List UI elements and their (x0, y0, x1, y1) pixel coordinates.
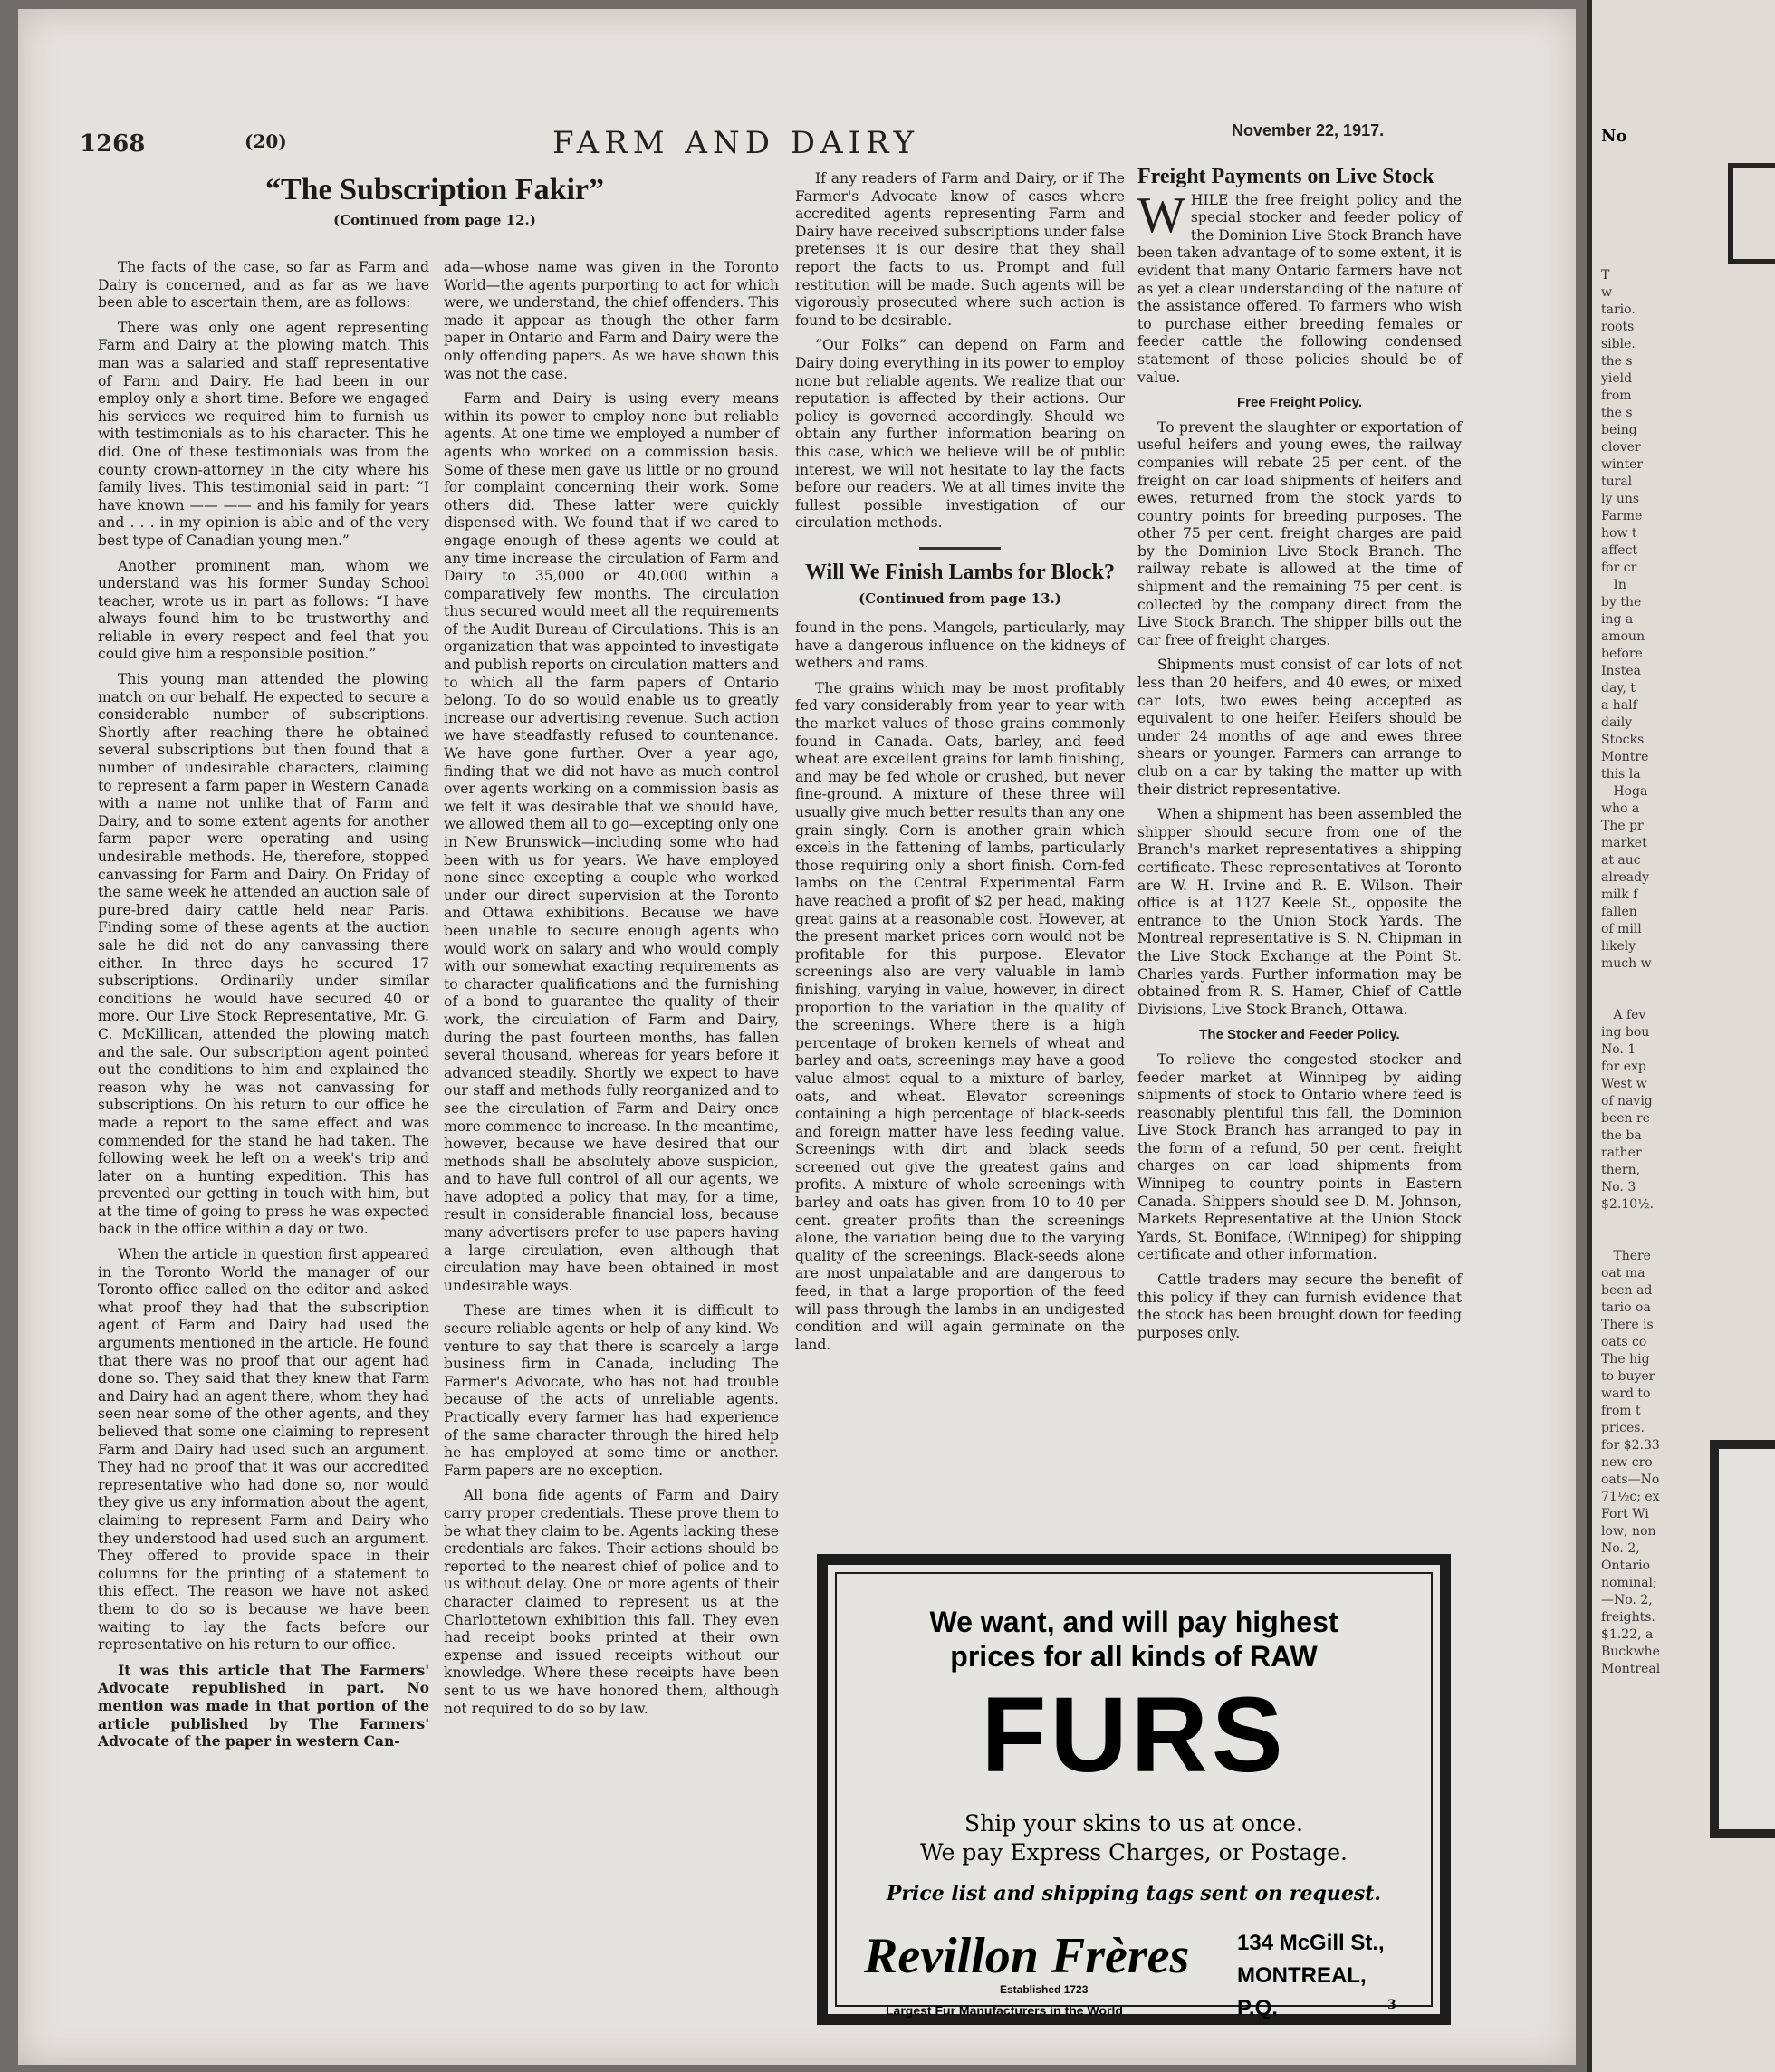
adjacent-ad-frame (1710, 1440, 1775, 1838)
adjacent-header: No (1601, 127, 1627, 146)
paragraph: Shipments must consist of car lots of not less than 20 heifers, and 40 ewes, or mixed car lots, two ewes being accepted as equivalent to one heifer. Heifers should be under 24 months of age and ewes three shears or younger. Farmers can arrange to club on a car by taking the matter up with their district representative. (1137, 657, 1462, 798)
lambs-article-title: Will We Finish Lambs for Block? (804, 560, 1116, 584)
paragraph: This young man attended the plowing match on our behalf. He expected to secure a considerable number of subscriptions. Shortly after reaching there he obtained several subscriptions but then found that a number of undesirable characters, claiming to represent a farm paper in Western Canada with a name not unlike that of Farm and Dairy, and to some extent agents for another farm paper were operating and using undesirable methods. He, therefore, stopped canvassing for Farm and Dairy. On Friday of the same week he attended an auction sale of pure-bred dairy cattle held near Paris. Finding some of these agents at the auction sale he did not do any canvassing there either. In three days he secured 17 subscriptions. Ordinarily under similar conditions he would have secured 40 or more. Our Live Stock Representative, Mr. G. C. McKillican, attended the plowing match and the sale. Our subscription agent pointed out the conditions to him and explained the reason why he was not canvassing for subscriptions. On his return to our office he made a report to the same effect and was commended for the stand he had taken. The following week he left on a week's trip and later on a hunting expedition. This has prevented our getting in touch with him, but at the time of going to press he was expected back in the office within a day or two. (98, 671, 429, 1238)
paragraph: The facts of the case, so far as Farm and Dairy is concerned, and as far as we have been able to ascertain them, are as follows: (98, 259, 429, 312)
page-header (18, 121, 1576, 161)
stocker-feeder-subhead: The Stocker and Feeder Policy. (1199, 1027, 1400, 1043)
ad-shipping-text: Ship your skins to us at once. We pay Express Charges, or Postage. (919, 1810, 1348, 1866)
column-4 (1137, 165, 1462, 1349)
paragraph: Another prominent man, whom we understand was his former Sunday School teacher, wrote us in part as follows: “I have always found him to be trustworthy and reliable in every respect and feel that you could give him a responsible position.” (98, 557, 429, 663)
adjacent-text: T w tario. roots sible. the s yield from the s being clover winter tural ly uns Farme how t affect for cr In by the ing a amoun before Instea day, t a half daily Stocks Montre this la Hoga who a The pr market at auc already milk f fallen of mill likely much w A fev ing bou No. 1 for exp West w of navig been re the ba rather thern, No. 3 $2.10½. There oat ma been ad tario oa There is oats co The hig to buyer ward to from t prices. for $2.33 new cro oats—No 71½c; ex Fort Wi low; non No. 2, Ontario nominal; —No. 2, freights. $1.22, a Buckwhe Montreal (1601, 268, 1661, 1676)
article1-continuation (795, 170, 1125, 532)
freight-intro: WHILE the free freight policy and the special stocker and feeder policy of the Dominion Live Stock Branch have been taken advantage of to some extent, it is evident that many Ontario farmers have not as yet a clear understanding of the nature of the assistance offered. To farmers who wish to purchase either breeding females or feeder cattle the following condensed statement of these policies should be of value. (1137, 187, 1462, 386)
lambs-article-body (795, 619, 1125, 1354)
drop-cap: W (1137, 187, 1185, 244)
adjacent-page-edge (1587, 0, 1775, 2072)
paragraph: Cattle traders may secure the benefit of this policy if they can furnish evidence that the stock has been brought down for feeding purposes only. (1137, 1271, 1462, 1341)
adjacent-box (1728, 163, 1775, 264)
column-2 (444, 259, 779, 1725)
freight-article-title: Freight Payments on Live Stock (1137, 165, 1434, 188)
page-number: 1268 (80, 130, 146, 158)
issue-date: November 22, 1917. (1232, 121, 1385, 139)
free-freight-body (1137, 419, 1462, 1020)
column-3 (795, 170, 1125, 1361)
column-1 (98, 259, 429, 1758)
ad-address: 134 McGill St., MONTREAL, P.Q. (1237, 1931, 1385, 2020)
paragraph: Farm and Dairy is using every means within its power to employ none but reliable agents. At one time we employed a number of agents who worked on a commission basis. Some of these men gave us little or no ground for complaint concerning their work. Some others did. These latter were quickly dispensed with. We found that if we cared to engage enough of these agents we could at any time increase the circulation of Farm and Dairy to 35,000 or 40,000 within a comparatively few months. The circulation thus secured would meet all the requirements of the Audit Bureau of Circulations. This is an organization that was appointed to investigate and publish reports on circulation matters and to which all the farm papers of Ontario belong. To do so would enable us to greatly increase our advertising revenue. Such action we have steadfastly refused to countenance. We have gone further. Over a year ago, finding that we did not have as much control over agents working on a commission basis as we felt it was desirable that we should have, we allowed them all to go—excepting only one in New Brunswick—including some who had been with us for years. We have employed none since excepting a couple who worked under our direct supervision at the Toronto and Ottawa exhibitions. Because we have been unable to secure enough agents who would work on salary and who would comply with our somewhat exacting requirements as to character qualifications and the furnishing of a bond to guarantee the quality of their work, the circulation of Farm and Dairy, during the past fourteen months, has fallen several thousand, whereas for years before it advanced steadily. Shortly we expect to have our staff and methods fully reorganized and to see the circulation of Farm and Dairy once more commence to increase. In the meantime, however, because we have desired that our methods shall be absolutely above suspicion, and to have full control of all our agents, we have adopted a policy that may, for a time, result in considerable financial loss, because many advertisers prefer to use papers having a large circulation, even although that circulation may have been obtained in most undesirable ways. (444, 390, 779, 1294)
ad-furs-headline: FURS (981, 1675, 1287, 1795)
ad-brand-logo: Revillon Frères (864, 1928, 1190, 1984)
divider-rule (919, 547, 1001, 550)
masthead: FARM AND DAIRY (552, 125, 920, 161)
paragraph: ada—whose name was given in the Toronto World—the agents purporting to act for which were, we understand, the chief offenders. This made it appear as though the other farm paper in Ontario and Farm and Dairy were the only offending papers. As we have shown this was not the case. (444, 259, 779, 382)
free-freight-subhead: Free Freight Policy. (1236, 395, 1363, 411)
paragraph: When the article in question first appeared in the Toronto World the manager of our Toronto office called on the editor and asked what proof they had that the subscription agent of Farm and Dairy had used the arguments mentioned in the article. He found that there was no proof that our agent had done so. They said that they knew that Farm and Dairy had an agent there, whom they had seen near some of the other agents, and they believed that some one claiming to represent Farm and Dairy had used such an argument. They had no proof that it was our accredited representative who had done so, nor would they give us any information about the agent, claiming to represent Farm and Dairy who they understood had used such an argument. They offered to provide space in their columns for the printing of a statement to this effect. The reason we have not asked them to do so is because we have been waiting to lay the facts before our representative on his return to our office. (98, 1246, 429, 1654)
paragraph: To prevent the slaughter or exportation of useful heifers and young ewes, the railway companies will rebate 25 per cent. of the freight on car load shipments of heifers and ewes, returned from the stock yards to country points for breeding purposes. The other 75 per cent. freight charges are paid by the Dominion Live Stock Branch. The railway rebate is allowed at the time of shipment and the remaining 75 per cent. is collected by the company direct from the Live Stock Branch. The shipper bills out the car free of freight charges. (1137, 418, 1462, 648)
paragraph: found in the pens. Mangels, particularly, may have a dangerous influence on the kidneys of wethers and rams. (795, 619, 1125, 672)
stocker-feeder-body (1137, 1051, 1462, 1343)
article-title-block (190, 173, 679, 240)
newspaper-page (18, 9, 1576, 2065)
paragraph: “Our Folks” can depend on Farm and Dairy doing everything in its power to employ none but reliable agents. We realize that our reputation is affected by their actions. Our policy is governed accordingly. Should we obtain any further information bearing on this case, which we believe will be of public interest, we will not hesitate to lay the facts before our readers. We at all times invite the fullest possible investigation of our circulation methods. (795, 337, 1125, 532)
ad-price-list: Price list and shipping tags sent on request. (886, 1882, 1382, 1905)
paragraph: To relieve the congested stocker and feeder market at Winnipeg by aiding shipments of stock to Ontario where feed is reasonably plentiful this fall, the Dominion Live Stock Branch has arranged to pay in the form of a refund, 50 per cent. freight charges on car load shipments from Winnipeg to country points in Eastern Canada. Shippers should see D. M. Johnson, Markets Representative at the Union Stock Yards, St. Boniface, (Winnipeg) for shipping certificate and other information. (1137, 1050, 1462, 1263)
ad-established: Established 1723 (1000, 1983, 1089, 1996)
lambs-continued-note: (Continued from page 13.) (859, 590, 1061, 608)
paragraph: The grains which may be most profitably fed vary considerably from year to year with the market values of those grains commonly found in Canada. Oats, barley, and feed wheat are excellent grains for lamb finishing, and may be fed whole or crushed, but never fine-ground. A mixture of these three will usually give much better results than any one grain singly. Corn is another grain which excels in the fattening of lambs, particularly those requiring only a short finish. Corn-fed lambs on the Central Experimental Farm have reached a profit of $2 per head, making great gains at a reasonable cost. However, at the present market prices corn would not be profitable for this purpose. Elevator screenings also are very valuable in lamb finishing, varying in value, however, in direct proportion to the variation in the quality of the screenings. Where there is a high percentage of broken kernels of wheat and barley and oats, screenings may have a good value almost equal to a mixture of barley, oats, and wheat. Elevator screenings containing a high percentage of black-seeds and foreign matter have less feeding value. Screenings with dirt and black seeds screened out give the greatest gains and profits. A mixture of whole screenings with barley and oats has given from 10 to 40 per cent. greater profits than the screenings alone, the variation being due to the varying quality of the screenings. Black-seeds alone are most unpalatable and are dangerous to feed, in that a large proportion of the feed will pass through the lambs in an undigested condition and will again germinate on the land. (795, 679, 1125, 1353)
section-number: (20) (245, 130, 287, 152)
paragraph: If any readers of Farm and Dairy, or if The Farmer's Advocate know of cases where accredited agents representing Farm and Dairy have received subscriptions under false pretenses it is our desire that they shall report the facts to us. Prompt and full restitution will be made. Such agents will be vigorously prosecuted where such action is found to be desirable. (795, 170, 1125, 329)
paragraph: When a shipment has been assembled the shipper should secure from one of the Branch's market representatives a shipping certificate. These representatives at Toronto are W. H. Irvine and R. E. Wilson. Their office is at 1127 Keele St., opposite the entrance to the Union Stock Yards. The Montreal representative is S. N. Chipman in the Live Stock Exchange at the Point St. Charles yards. Further information may be obtained from R. S. Hamer, Chief of Cattle Divisions, Live Stock Branch, Ottawa. (1137, 806, 1462, 1018)
furs-advertisement (817, 1554, 1451, 2025)
ad-tagline: Largest Fur Manufacturers in the World (886, 2003, 1123, 2018)
article-title: “The Subscription Fakir” (264, 173, 605, 206)
paragraph: It was this article that The Farmers' Advocate republished in part. No mention was made in that portion of the article published by The Farmers' Advocate of the paper in western Can- (98, 1661, 429, 1751)
ad-number: 3 (1387, 1998, 1396, 2012)
ad-headline-lines: We want, and will pay highest prices for all kinds of RAW (929, 1606, 1338, 1673)
paragraph: These are times when it is difficult to secure reliable agents or help of any kind. We venture to say that there is scarcely a large business firm in Canada, including The Farmer's Advocate, who has not had trouble because of the acts of unreliable agents. Practically every farmer has had experience of the same character through the hired help he has employed at some time or another. Farm papers are no exception. (444, 1302, 779, 1479)
paragraph: There was only one agent representing Farm and Dairy at the plowing match. This man was a salaried and staff representative of Farm and Dairy. He had been in our employ only a short time. Before we engaged his services we required him to furnish us with testimonials as to his character. This he did. One of these testimonials was from the county crown-attorney in the city where his family lives. This testimonial said in part: “I have known —— —— and his family for years and . . . in my opinion is able and of the very best type of Canadian young men.” (98, 319, 429, 549)
continued-note: (Continued from page 12.) (333, 211, 536, 228)
paragraph: All bona fide agents of Farm and Dairy carry proper credentials. These prove them to be what they claim to be. Agents lacking these credentials are fakes. Their actions should be reported to the nearest chief of police and to us without delay. One or more agents of their character claimed to represent us at the Charlottetown exhibition this fall. They even had receipt books printed at their own expense and issued receipts without our knowledge. Where these receipts have been sent to us we have honored them, although not required to do so by law. (444, 1487, 779, 1717)
